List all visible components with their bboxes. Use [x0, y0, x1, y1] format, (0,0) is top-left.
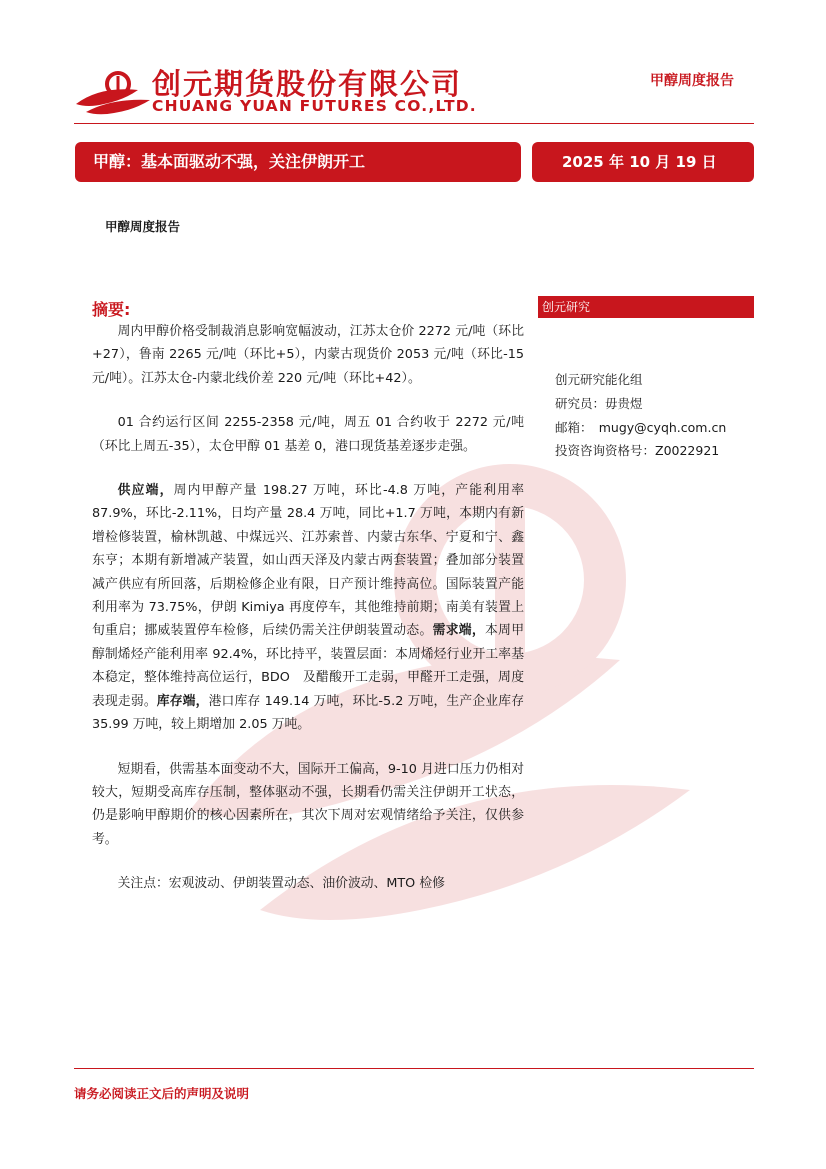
report-type-label: 甲醇周度报告	[105, 219, 181, 234]
summary-heading: 摘要:	[92, 300, 131, 319]
header-divider	[74, 123, 754, 124]
stock-text: 港口库存 149.14 万吨，环比-5.2 万吨，生产企业库存 35.99 万吨，较上期增加 2.05 万吨。	[92, 693, 524, 733]
supply-text: 周内甲醇产量 198.27 万吨，环比-4.8 万吨，产能利用率 87.9%，环比-2.11%，日均产量 28.4 万吨，同比+1.7 万吨，本期内有新增检修装置，榆林凯越、中煤远兴、江苏索普、内蒙古东华、宁夏和宁、鑫东亨；本期有新增减产装置，如山西天泽及内蒙古两套装置；叠加部分装置减产供应有所回落，后期检修企业有限，日产预计维持高位。国际装置产能利用率为 73.75%，伊朗 Kimiya 再度停车，其他维持前期；南美有装置上旬重启；挪威装置停车检修，后续仍需关注伊朗装置动态。	[92, 483, 525, 639]
summary-paragraph-focus: 关注点：宏观波动、伊朗装置动态、油价波动、MTO 检修	[117, 876, 445, 892]
footer-disclaimer: 请务必阅读正文后的声明及说明	[74, 1086, 250, 1101]
supply-label: 供应端，	[117, 483, 174, 499]
analyst-info	[555, 368, 726, 463]
researcher-name: 研究员：毋贵煜	[555, 395, 643, 411]
research-team: 创元研究能化组	[555, 372, 643, 387]
demand-label: 需求端，	[432, 623, 486, 639]
footer-divider	[74, 1068, 754, 1069]
summary-paragraph-fundamentals	[92, 479, 524, 736]
summary-paragraph-outlook: 短期看，供需基本面变动不大，国际开工偏高，9-10 月进口压力仍相对较大，短期受高库存压制，整体驱动不强，长期看仍需关注伊朗开工状态，仍是影响甲醇期价的核心因素所在，其次下周对宏观情绪给予关注，仅供参考。	[92, 761, 524, 847]
license-number: 投资咨询资格号：Z0022921	[555, 443, 720, 459]
company-name-en: CHUANG YUAN FUTURES CO.,LTD.	[152, 97, 477, 115]
company-logo-icon	[74, 70, 154, 116]
summary-paragraph-price: 周内甲醇价格受制裁消息影响宽幅波动，江苏太仓价 2272 元/吨（环比+27），鲁南 2265 元/吨（环比+5），内蒙古现货价 2053 元/吨（环比-15 元/吨）。江苏太仓-内蒙北线价差 220 元/吨（环比+42）。	[92, 324, 524, 386]
stock-label: 库存端，	[156, 693, 209, 709]
researcher-email: 邮箱： mugy@cyqh.com.cn	[555, 419, 727, 435]
report-date: 2025 年 10 月 19 日	[532, 142, 754, 182]
report-title: 甲醇：基本面驱动不强，关注伊朗开工	[75, 142, 521, 182]
sidebar-header: 创元研究	[538, 296, 754, 318]
header-report-type: 甲醇周度报告	[650, 73, 734, 89]
company-name-cn: 创元期货股份有限公司	[152, 67, 463, 101]
summary-paragraph-contract: 01 合约运行区间 2255-2358 元/吨，周五 01 合约收于 2272 元/吨（环比上周五-35），太仓甲醇 01 基差 0，港口现货基差逐步走强。	[92, 415, 524, 454]
demand-text: 本周甲醇制烯烃产能利用率 92.4%，环比持平，装置层面：本周烯烃行业开工率基本稳定，整体维持高位运行，BDO 及醋酸开工走弱，甲醛开工走强，周度表现走弱。	[92, 623, 525, 709]
summary-body	[92, 320, 524, 917]
